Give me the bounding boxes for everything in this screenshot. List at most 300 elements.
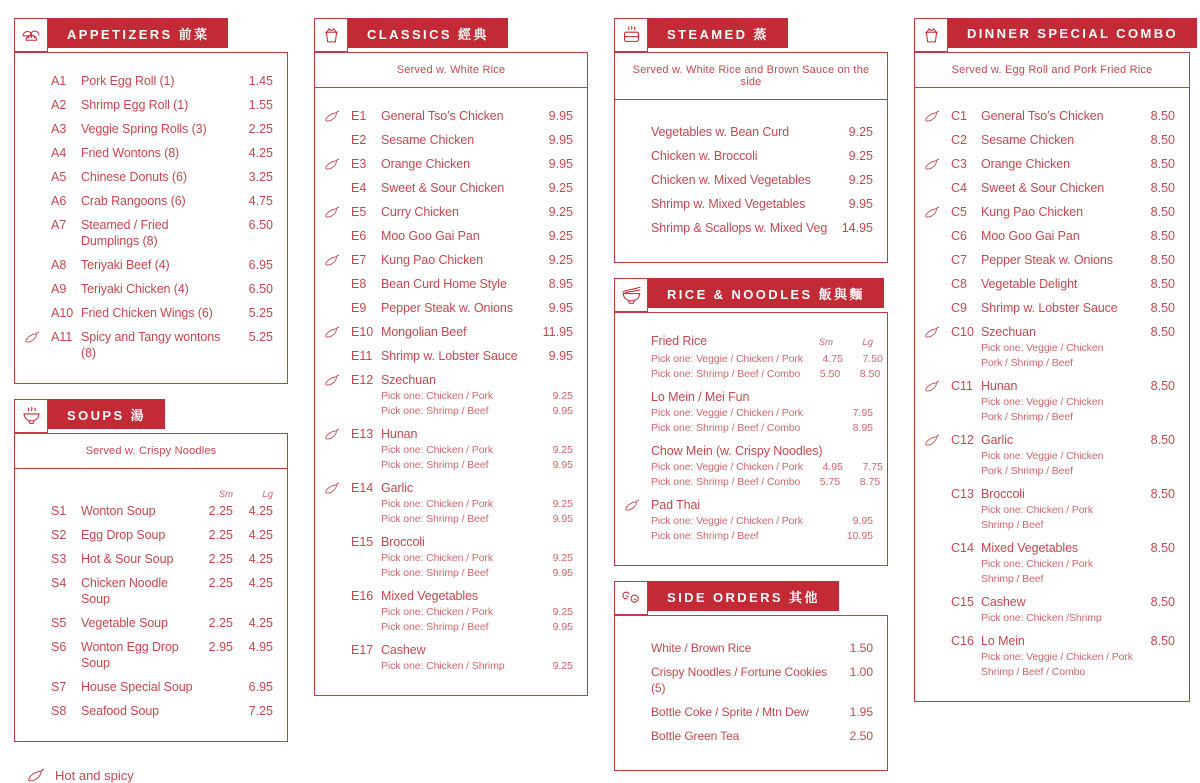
item-price: 9.25 [552, 660, 573, 672]
item-option-row [951, 450, 1175, 463]
item-price: 5.25 [248, 330, 273, 344]
item-code: C8 [951, 277, 967, 291]
item-name: Vegetable Delight [981, 277, 1078, 291]
item-main-row [51, 257, 273, 273]
item-code: E17 [351, 643, 374, 657]
menu-item [615, 728, 873, 744]
item-main-row [951, 432, 1175, 448]
item-option-row [351, 405, 573, 418]
item-code: C13 [951, 487, 974, 501]
footnote-label: Hot and spicy [55, 768, 134, 783]
item-price: 9.95 [552, 459, 573, 471]
menu-item-A11 [15, 329, 273, 361]
item-name: Moo Goo Gai Pan [381, 229, 480, 243]
side_orders-items [615, 616, 887, 770]
item-code: C6 [951, 229, 967, 243]
item-name: Curry Chicken [381, 205, 459, 219]
menu-item-E13 [315, 426, 573, 472]
item-price: 8.50 [1150, 301, 1175, 315]
item-option-text: Pick one: Shrimp / Beef [381, 621, 489, 633]
item-option-text: Pick one: Veggie / Chicken / Pork [651, 407, 803, 419]
item-main-row [951, 633, 1175, 649]
item-option-row [651, 407, 873, 420]
item-price: 8.50 [1150, 253, 1175, 267]
item-name: Shrimp w. Mixed Vegetables [651, 197, 806, 211]
item-code: C5 [951, 205, 967, 219]
item-code: S3 [51, 552, 67, 566]
menu-item-E12 [315, 372, 573, 418]
item-option-text: Pick one: Chicken / Pork [381, 444, 493, 456]
item-option-text: Pick one: Veggie / Chicken [981, 342, 1104, 354]
menu-item-C5 [915, 204, 1175, 220]
item-name: Seafood Soup [81, 704, 160, 718]
item-price: 8.50 [1150, 379, 1175, 393]
item-option-row [951, 504, 1175, 517]
item-code: C9 [951, 301, 967, 315]
item-price: 11.95 [542, 325, 573, 339]
item-price: 8.50 [1150, 277, 1175, 291]
item-name: Teriyaki Beef (4) [81, 258, 170, 272]
menu-item-E3 [315, 156, 573, 172]
item-code: E10 [351, 325, 374, 339]
item-option-row [651, 530, 873, 543]
item-code: C1 [951, 109, 967, 123]
menu-item-C8 [915, 276, 1175, 292]
item-option-row [951, 357, 1175, 370]
item-code: E14 [351, 481, 374, 495]
item-option-text: Pick one: Chicken /Shrimp [981, 612, 1102, 624]
dumplings-icon [14, 18, 48, 52]
item-price-lg: 4.25 [248, 616, 273, 630]
item-option-row [351, 390, 573, 403]
menu-item [615, 148, 873, 164]
item-option-row [351, 567, 573, 580]
item-price: 1.95 [849, 705, 873, 719]
item-option-text: Pork / Shrimp / Beef [981, 465, 1073, 477]
item-code: E13 [351, 427, 374, 441]
item-name: Chicken Noodle Soup [81, 576, 168, 606]
item-name: Cashew [381, 643, 426, 657]
item-code: E7 [351, 253, 367, 267]
menu-item [615, 220, 873, 236]
soups-items [15, 469, 287, 741]
item-main-row [51, 679, 273, 695]
item-code: E5 [351, 205, 367, 219]
menu-column-4 [914, 18, 1190, 783]
menu-column-2 [314, 18, 588, 783]
item-price-lg: 8.75 [859, 476, 881, 488]
item-option-text: Pick one: Shrimp / Beef [381, 513, 489, 525]
dinner_combo-items [915, 88, 1189, 701]
size-header-row [15, 489, 273, 500]
item-code: C2 [951, 133, 967, 147]
soup-bowl-icon [14, 399, 48, 433]
chili-icon [924, 110, 940, 123]
item-name: House Special Soup [81, 680, 193, 694]
item-code: S6 [51, 640, 67, 654]
item-main-row [51, 193, 273, 209]
item-name: Bottle Green Tea [651, 729, 740, 743]
item-option-text: Pick one: Chicken / Pork [981, 558, 1093, 570]
chili-icon [924, 380, 940, 393]
item-option-row [351, 660, 573, 673]
item-code: S5 [51, 616, 67, 630]
menu-item-S5 [15, 615, 273, 631]
item-code: A8 [51, 258, 67, 272]
menu-item-A10 [15, 305, 273, 321]
steamed-items [615, 100, 887, 262]
menu-item-S1 [15, 503, 273, 519]
item-main-row [351, 642, 573, 658]
chili-icon [27, 768, 45, 783]
item-main-row [351, 204, 573, 220]
noodle-bowl-icon [614, 278, 648, 312]
menu-item-A9 [15, 281, 273, 297]
item-price: 9.95 [552, 513, 573, 525]
item-main-row [51, 145, 273, 161]
item-name: Lo Mein [981, 634, 1025, 648]
item-option-text: Pick one: Shrimp / Beef [651, 530, 759, 542]
item-main-row [951, 228, 1175, 244]
item-code: S2 [51, 528, 67, 542]
item-main-row [651, 389, 873, 405]
item-name: Sweet & Sour Chicken [381, 181, 505, 195]
item-price-sm: 2.25 [208, 504, 233, 518]
item-option-row [651, 422, 873, 435]
item-main-row [51, 121, 273, 137]
item-price: 2.25 [248, 122, 273, 136]
item-price-sm: 5.50 [819, 368, 841, 380]
menu-item-E14 [315, 480, 573, 526]
item-code: E1 [351, 109, 367, 123]
item-name: Garlic [381, 481, 414, 495]
item-price: 14.95 [841, 221, 873, 235]
item-option-text: Pick one: Veggie / Chicken [981, 450, 1104, 462]
item-main-row [51, 703, 273, 719]
item-name: Mixed Vegetables [381, 589, 479, 603]
item-main-row [951, 156, 1175, 172]
item-option-text: Shrimp / Beef / Combo [981, 666, 1086, 678]
menu-item-C12 [915, 432, 1175, 478]
item-price: 9.95 [552, 567, 573, 579]
item-option-row [951, 465, 1175, 478]
item-price: 8.50 [1150, 181, 1175, 195]
chili-icon [924, 206, 940, 219]
item-code: A11 [51, 330, 73, 344]
item-price: 9.95 [548, 133, 573, 147]
menu-item-E9 [315, 300, 573, 316]
side_orders-header [614, 581, 888, 615]
item-main-row [51, 503, 273, 519]
steamer-icon [614, 18, 648, 52]
item-main-row [651, 196, 873, 212]
item-price-sm: 2.25 [208, 552, 233, 566]
item-code: A10 [51, 306, 74, 320]
item-option-text: Pick one: Chicken / Pork [381, 606, 493, 618]
item-code: S1 [51, 504, 67, 518]
item-option-row [351, 459, 573, 472]
item-option-row [951, 573, 1175, 586]
item-price: 7.95 [852, 407, 873, 419]
item-option-row [651, 461, 883, 474]
item-name: Kung Pao Chicken [381, 253, 483, 267]
item-code: E4 [351, 181, 367, 195]
classics-header [314, 18, 588, 52]
item-option-text: Pick one: Chicken / Pork [381, 390, 493, 402]
item-main-row [351, 132, 573, 148]
menu-item-A3 [15, 121, 273, 137]
item-price-lg: 8.50 [859, 368, 881, 380]
item-price: 8.50 [1150, 433, 1175, 447]
item-main-row [951, 108, 1175, 124]
item-main-row [351, 228, 573, 244]
item-name: Steamed / Fried Dumplings (8) [81, 218, 169, 248]
item-price-lg: 4.25 [248, 528, 273, 542]
item-option-row [351, 513, 573, 526]
appetizers-body [14, 52, 288, 384]
item-main-row [51, 329, 273, 361]
chili-icon [324, 158, 340, 171]
item-option-row [651, 368, 881, 381]
item-name: Chinese Donuts (6) [81, 170, 187, 184]
item-main-row [951, 324, 1175, 340]
item-option-text: Pick one: Shrimp / Beef / Combo [651, 422, 801, 434]
classics-tab: CLASSICS 經典 [348, 18, 508, 48]
item-price: 6.50 [248, 218, 273, 232]
item-name: Kung Pao Chicken [981, 205, 1083, 219]
item-name: Orange Chicken [981, 157, 1070, 171]
item-name: Shrimp & Scallops w. Mixed Veg [651, 221, 828, 235]
item-price: 8.50 [1150, 157, 1175, 171]
item-name: Crispy Noodles / Fortune Cookies (5) [651, 665, 828, 695]
item-price: 5.25 [248, 306, 273, 320]
item-main-row [951, 378, 1175, 394]
menu-item-E6 [315, 228, 573, 244]
menu-column-1 [14, 18, 288, 783]
menu-item-C11 [915, 378, 1175, 424]
item-price: 9.25 [552, 498, 573, 510]
item-price: 8.50 [1150, 634, 1175, 648]
item-name: Spicy and Tangy wontons (8) [81, 330, 221, 360]
menu-item-S2 [15, 527, 273, 543]
item-option-row [951, 396, 1175, 409]
item-price: 9.25 [552, 606, 573, 618]
menu-item-E1 [315, 108, 573, 124]
menu-item-C6 [915, 228, 1175, 244]
menu-item-E11 [315, 348, 573, 364]
section-subtitle: Served w. Crispy Noodles [15, 434, 287, 469]
appetizers-items [15, 53, 287, 383]
section-subtitle: Served w. White Rice and Brown Sauce on the side [615, 53, 887, 100]
item-option-row [951, 411, 1175, 424]
item-option-text: Pick one: Chicken / Shrimp [381, 660, 505, 672]
item-price-sm: 2.25 [208, 616, 233, 630]
item-option-text: Pick one: Veggie / Chicken [981, 396, 1104, 408]
item-main-row [351, 180, 573, 196]
chili-icon [624, 499, 640, 512]
dinner-special-combo-section [914, 18, 1190, 702]
chili-icon [324, 110, 340, 123]
item-price: 8.50 [1150, 595, 1175, 609]
item-code: C3 [951, 157, 967, 171]
item-option-text: Pick one: Chicken / Pork [381, 498, 493, 510]
size-label-lg: Lg [862, 337, 873, 348]
item-option-row [951, 342, 1175, 355]
section-subtitle: Served w. White Rice [315, 53, 587, 88]
item-option-text: Pick one: Chicken / Pork [981, 504, 1093, 516]
item-price: 9.95 [852, 515, 873, 527]
item-main-row [351, 348, 573, 364]
item-name: Chow Mein (w. Crispy Noodles) [651, 444, 823, 458]
menu-item-C3 [915, 156, 1175, 172]
item-main-row [51, 615, 273, 631]
item-code: A2 [51, 98, 67, 112]
menu-item-E4 [315, 180, 573, 196]
size-label-lg: Lg [262, 489, 273, 500]
menu-item-E16 [315, 588, 573, 634]
item-option-row [351, 552, 573, 565]
item-main-row [51, 281, 273, 297]
item-price: 9.95 [548, 109, 573, 123]
chili-icon [324, 254, 340, 267]
item-price-lg: 7.50 [862, 353, 883, 365]
menu-item-E7 [315, 252, 573, 268]
item-option-row [351, 606, 573, 619]
item-price: 8.50 [1150, 325, 1175, 339]
item-option-text: Pick one: Shrimp / Beef [381, 405, 489, 417]
item-main-row [951, 276, 1175, 292]
menu-item-E17 [315, 642, 573, 673]
item-name: Hot & Sour Soup [81, 552, 174, 566]
side_orders-body [614, 615, 888, 771]
item-name: Pad Thai [651, 498, 701, 512]
menu-item [615, 704, 873, 720]
item-main-row [651, 704, 873, 720]
item-code: C11 [951, 379, 974, 393]
item-name: Wonton Soup [81, 504, 156, 518]
item-name: Sesame Chicken [981, 133, 1075, 147]
menu-item [615, 124, 873, 140]
item-option-text: Pick one: Veggie / Chicken / Pork [651, 515, 803, 527]
item-price: 8.50 [1150, 487, 1175, 501]
menu-item-C1 [915, 108, 1175, 124]
appetizers-section [14, 18, 288, 384]
chili-icon [324, 206, 340, 219]
item-option-text: Pork / Shrimp / Beef [981, 357, 1073, 369]
item-main-row [351, 156, 573, 172]
item-code: C10 [951, 325, 974, 339]
item-price: 9.25 [552, 390, 573, 402]
item-code: S8 [51, 704, 67, 718]
item-name: Lo Mein / Mei Fun [651, 390, 750, 404]
item-main-row [351, 252, 573, 268]
steamed-section [614, 18, 888, 263]
menu-item-A5 [15, 169, 273, 185]
menu-item-E2 [315, 132, 573, 148]
menu-item-C10 [915, 324, 1175, 370]
menu-item [615, 497, 873, 543]
item-price-lg: 4.25 [248, 576, 273, 590]
menu-item [615, 333, 883, 381]
item-code: C4 [951, 181, 967, 195]
appetizers-tab: APPETIZERS 前菜 [48, 18, 228, 48]
steamed-tab: STEAMED 蒸 [648, 18, 788, 48]
item-name: Broccoli [381, 535, 425, 549]
item-name: Fried Chicken Wings (6) [81, 306, 213, 320]
item-main-row [651, 148, 873, 164]
rice_noodles-items [615, 313, 887, 565]
item-price-sm: 2.95 [208, 640, 233, 654]
item-option-text: Pork / Shrimp / Beef [981, 411, 1073, 423]
rice_noodles-tab: RICE & NOODLES 飯與麵 [648, 278, 884, 308]
item-name: Egg Drop Soup [81, 528, 166, 542]
item-main-row [951, 594, 1175, 610]
item-name: Bean Curd Home Style [381, 277, 507, 291]
item-name: Cashew [981, 595, 1026, 609]
menu-item-S8 [15, 703, 273, 719]
item-main-row [51, 305, 273, 321]
chili-icon [324, 374, 340, 387]
chili-icon [324, 428, 340, 441]
classics-section [314, 18, 588, 696]
item-main-row [651, 220, 873, 236]
menu-item-S6 [15, 639, 273, 671]
item-code: C7 [951, 253, 967, 267]
item-option-row [651, 353, 883, 366]
item-code: E16 [351, 589, 374, 603]
item-code: A4 [51, 146, 67, 160]
appetizers-header [14, 18, 288, 52]
menu-item-C13 [915, 486, 1175, 532]
item-name: Fried Wontons (8) [81, 146, 180, 160]
item-name: White / Brown Rice [651, 641, 752, 655]
item-code: E2 [351, 133, 367, 147]
menu-item-S7 [15, 679, 273, 695]
item-code: E11 [351, 349, 373, 363]
menu-item [615, 196, 873, 212]
chili-icon [324, 326, 340, 339]
item-price: 9.95 [552, 405, 573, 417]
item-name: Veggie Spring Rolls (3) [81, 122, 207, 136]
menu-item-A7 [15, 217, 273, 249]
item-main-row [351, 372, 573, 388]
menu-item-C2 [915, 132, 1175, 148]
menu-item-S4 [15, 575, 273, 607]
item-price-lg: 4.25 [248, 552, 273, 566]
classics-body [314, 52, 588, 696]
item-main-row [51, 527, 273, 543]
item-price: 9.25 [552, 444, 573, 456]
item-price: 8.50 [1150, 541, 1175, 555]
item-main-row [51, 73, 273, 89]
rice_noodles-body [614, 312, 888, 566]
menu-item [615, 389, 873, 435]
item-price: 6.95 [248, 680, 273, 694]
menu-item [615, 640, 873, 656]
item-name: Szechuan [381, 373, 436, 387]
item-price: 9.25 [848, 173, 873, 187]
item-main-row [951, 180, 1175, 196]
item-price: 1.00 [849, 665, 873, 679]
item-price: 8.95 [852, 422, 873, 434]
item-name: Szechuan [981, 325, 1036, 339]
menu-column-3 [614, 18, 888, 783]
item-price: 8.95 [548, 277, 573, 291]
item-price: 8.50 [1150, 133, 1175, 147]
item-price: 9.95 [548, 301, 573, 315]
item-price: 9.25 [548, 229, 573, 243]
chili-icon [324, 482, 340, 495]
